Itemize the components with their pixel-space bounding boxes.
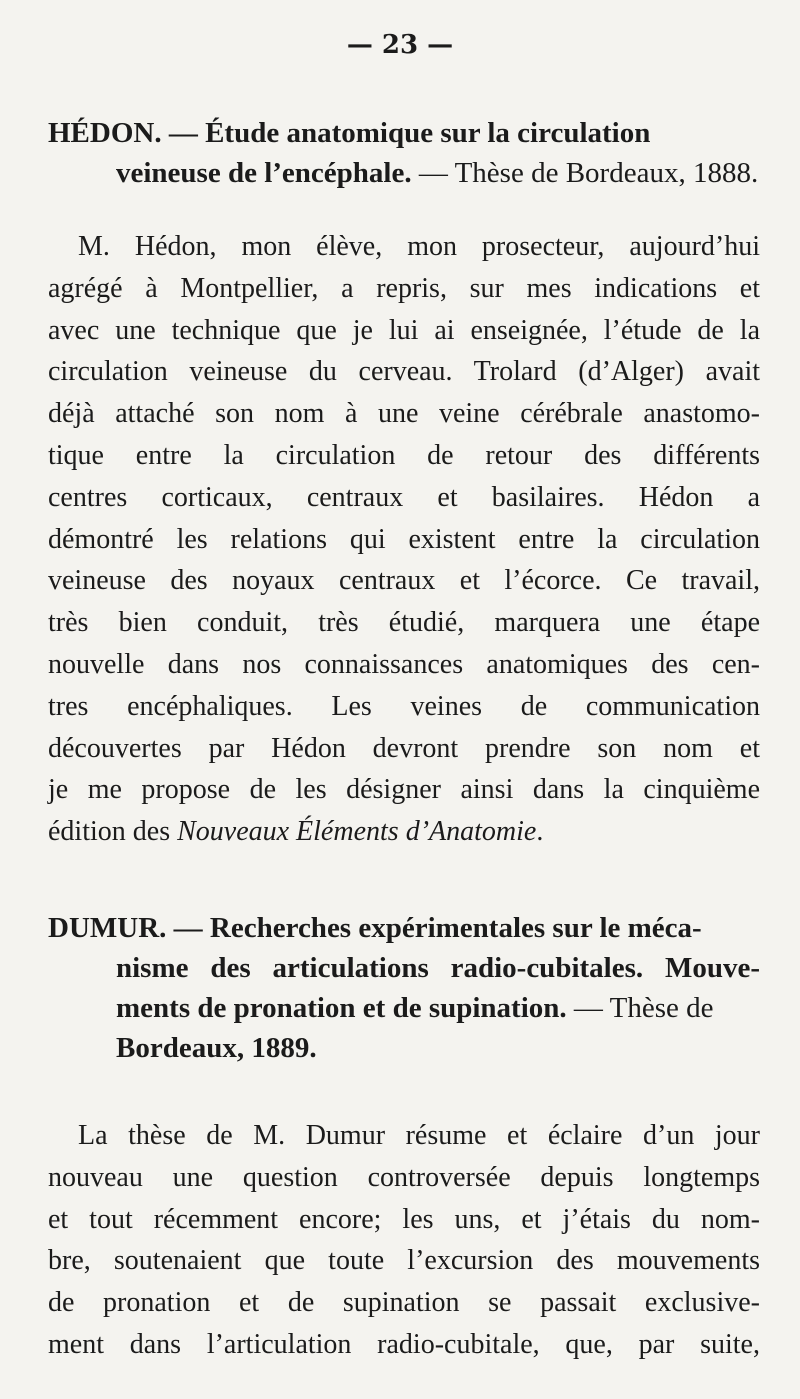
entry-heading-dumur [48,908,760,1068]
body-line: veineuse des noyaux centraux et l’écorce. Ce travail, [48,565,760,597]
body-line: nouveau une question controversée depuis longtemps [48,1161,760,1193]
entry-heading-line-1 [48,113,760,153]
body-text: édition des [48,816,178,848]
entry-heading-line-1 [48,908,760,948]
entry-dash: — [166,912,210,944]
page-number: — 23 — [346,30,454,60]
body-line-last [48,811,760,853]
entry-heading-hedon [48,113,760,193]
entry-heading-line-3 [48,988,760,1028]
entry-heading-line-4: Bordeaux, 1889. [116,1032,317,1064]
entry-dash: — [161,117,206,149]
body-line: et tout récemment encore; les uns, et j’étais du nom- [48,1203,760,1235]
entry-body-dumur [48,1115,760,1366]
body-line: découvertes par Hédon devront prendre son nom et [48,732,760,764]
body-line: M. Hédon, mon élève, mon prosecteur, aujourd’hui [78,231,760,262]
body-line: circulation veineuse du cerveau. Trolard (d’Alger) avait [48,356,760,388]
body-line: ment dans l’articulation radio-cubitale, que, par suite, [48,1328,760,1360]
entry-author: DUMUR. [48,912,167,944]
body-line: bre, soutenaient que toute l’excursion des mouvements [48,1245,760,1277]
body-line: agrégé à Montpellier, a repris, sur mes indications et [48,272,760,304]
entry-thesis-info: — Thèse de Bordeaux, 1888. [411,157,759,189]
entry-author: HÉDON. [48,117,162,149]
body-text: . [536,816,544,848]
body-line: déjà attaché son nom à une veine cérébrale anastomo- [48,398,760,430]
body-line: centres corticaux, centraux et basilaires. Hédon a [48,481,760,513]
body-line: démontré les relations qui existent entre la circulation [48,523,760,555]
body-line: tique entre la circulation de retour des différents [48,439,760,471]
body-line: La thèse de M. Dumur résume et éclaire d’un jour [78,1120,760,1151]
entry-thesis-info: — Thèse de [566,992,714,1024]
entry-heading-line-2 [48,153,760,193]
body-line: nouvelle dans nos connaissances anatomiques des cen- [48,648,760,680]
body-line: très bien conduit, très étudié, marquera une étape [48,607,760,639]
entry-title: Recherches expérimentales sur le méca- [209,912,702,944]
body-line: de pronation et de supination se passait exclusive- [48,1287,760,1319]
book-title: Nouveaux Éléments d’Anatomie [177,816,537,848]
entry-heading-line-2: nisme des articulations radio-cubitales. Mouve- [116,952,760,984]
entry-title-cont: veineuse de l’encéphale. [116,157,412,189]
entry-title-cont: ments de pronation et de supination. [116,992,567,1024]
body-line: je me propose de les désigner ainsi dans la cinquième [48,774,760,806]
body-line: tres encéphaliques. Les veines de communication [48,690,760,722]
entry-title: Étude anatomique sur la circulation [205,117,651,149]
body-line: avec une technique que je lui ai enseignée, l’étude de la [48,314,760,346]
entry-body-hedon [48,226,760,853]
